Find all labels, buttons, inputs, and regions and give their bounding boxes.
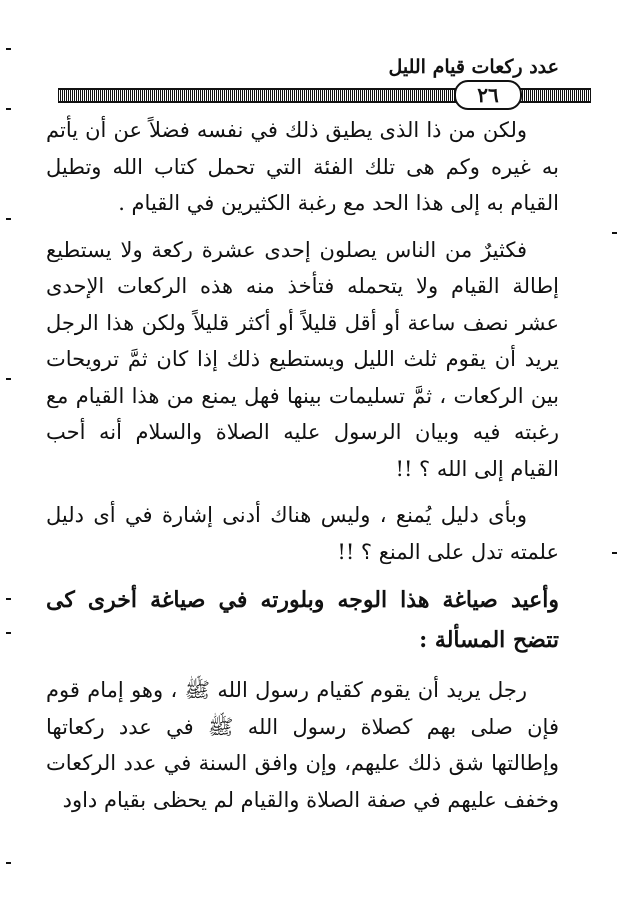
paragraph-3: وبأى دليل يُمنع ، وليس هناك أدنى إشارة في أى دليل علمته تدل على المنع ؟ !! <box>46 503 559 564</box>
margin-mark <box>6 48 11 50</box>
margin-mark <box>6 218 11 220</box>
margin-mark <box>6 108 11 110</box>
page-header <box>0 0 621 110</box>
section-heading: وأعيد صياغة هذا الوجه وبلورته في صياغة أخرى كى تتضح المسألة : <box>46 587 559 653</box>
text-body <box>46 112 559 828</box>
margin-mark <box>612 552 617 554</box>
running-title: عدد ركعات قيام الليل <box>388 56 559 78</box>
margin-mark <box>6 632 11 634</box>
margin-mark <box>6 598 11 600</box>
paragraph-2: فكثيرٌ من الناس يصلون إحدى عشرة ركعة ولا يستطيع إطالة القيام ولا يتحمله فتأخذ منه هذه الركعات الإحدى عشر نصف ساعة أو أقل قليلاً أو أكثر قليلاً ولكن هذا الرجل يريد أن يقوم ثلث الليل ويستطيع ذلك إذا كان ثمَّ ترويحات بين الركعات ، ثمَّ تسليمات بينها فهل يمنع من هذا القيام مع رغبته فيه وبيان الرسول عليه الصلاة والسلام أنه أحب القيام إلى الله ؟ !! <box>46 237 559 481</box>
margin-mark <box>6 862 11 864</box>
margin-mark <box>612 232 617 234</box>
paragraph-4: رجل يريد أن يقوم كقيام رسول الله ﷺ ، وهو إمام قوم فإن صلى بهم كصلاة رسول الله ﷺ في عدد ركعاتها وإطالتها شق ذلك عليهم، وإن وافق السنة في عدد الركعات وخفف عليهم في صفة الصلاة والقيام لم يحظى بقيام داود <box>46 678 559 812</box>
paragraph-1: ولكن من ذا الذى يطيق ذلك في نفسه فضلاً عن أن يأتم به غيره وكم هى تلك الفئة التي تحمل كتاب الله وتطيل القيام به إلى هذا الحد مع رغبة الكثيرين في القيام . <box>46 118 559 215</box>
page-number: ٢٦ <box>454 80 522 110</box>
margin-mark <box>6 378 11 380</box>
